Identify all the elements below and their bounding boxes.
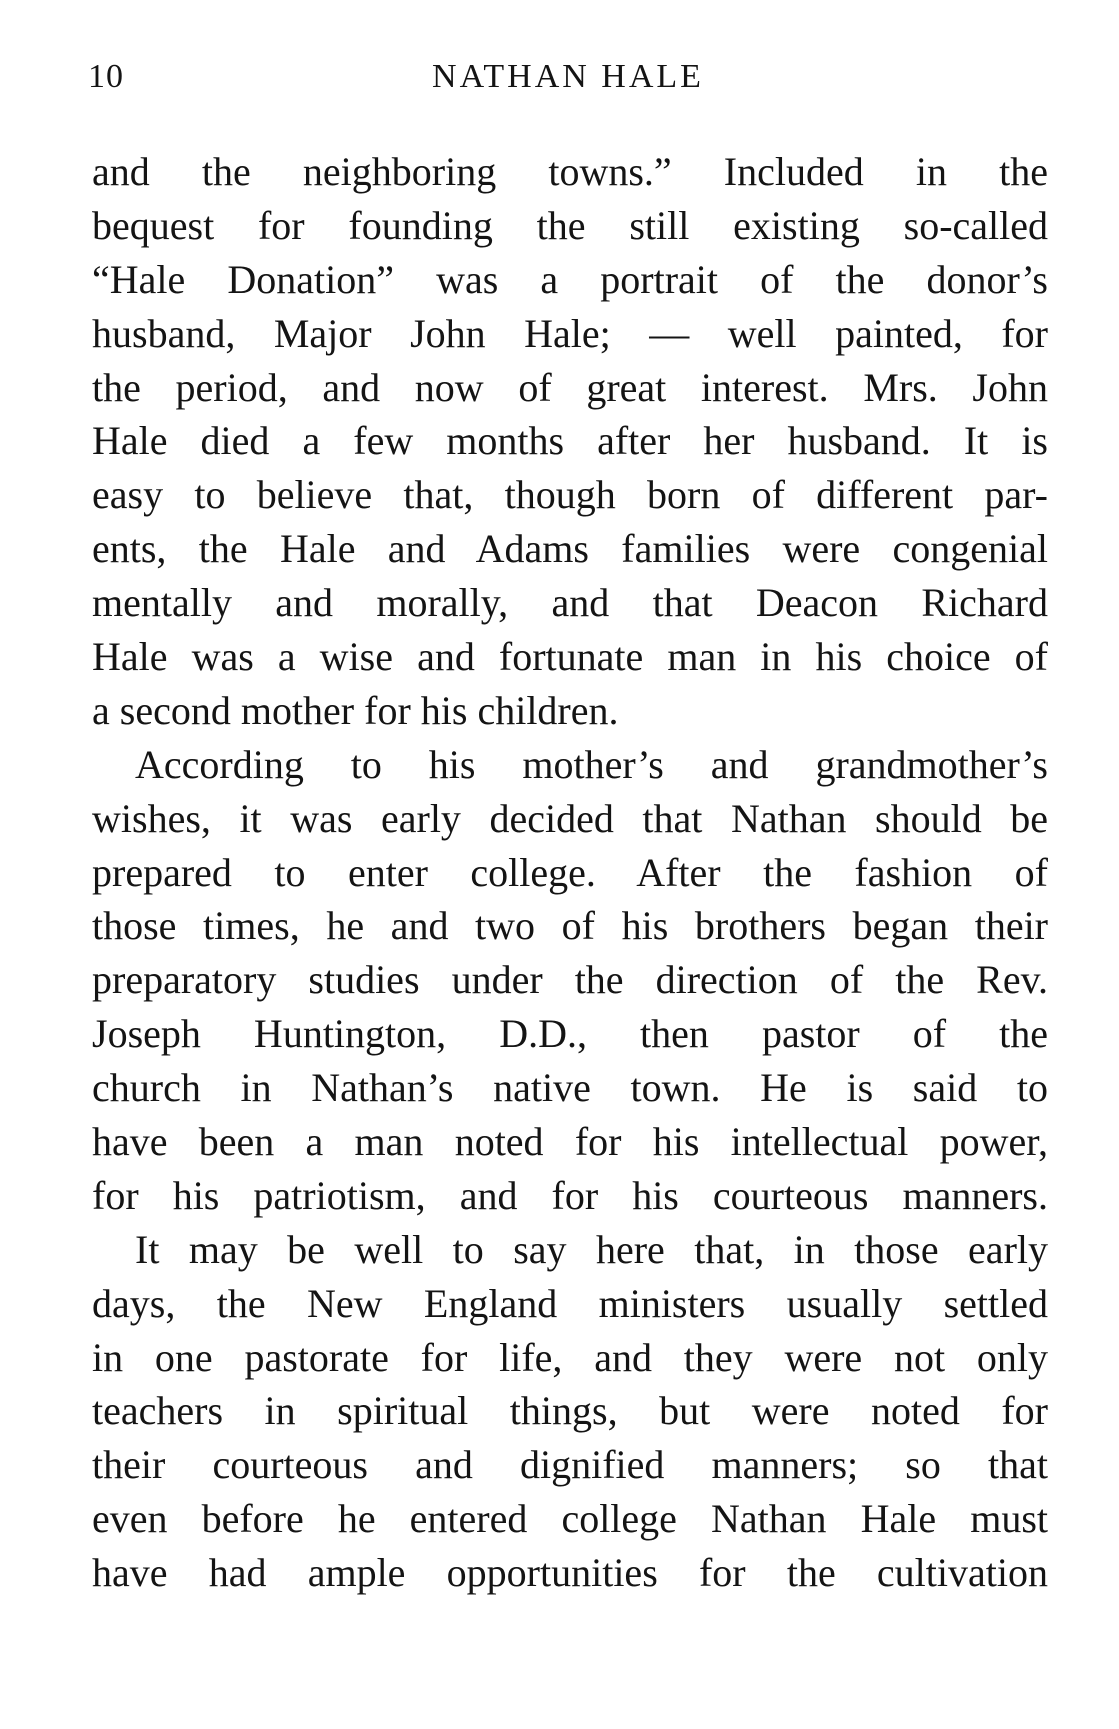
text-line: Joseph Huntington, D.D., then pastor of the xyxy=(92,1011,1048,1057)
page-number: 10 xyxy=(88,58,124,95)
text-line: have been a man noted for his intellectual power, xyxy=(92,1119,1048,1165)
text-line: have had ample opportunities for the cultivation xyxy=(92,1550,1048,1596)
text-line: those times, he and two of his brothers began their xyxy=(92,903,1048,949)
text-line: wishes, it was early decided that Nathan should be xyxy=(92,795,1048,841)
text-line: their courteous and dignified manners; so that xyxy=(92,1442,1048,1488)
paragraph-last-line: a second mother for his children. xyxy=(92,687,619,733)
text-line: ents, the Hale and Adams families were congenial xyxy=(92,526,1048,572)
text-line: Hale died a few months after her husband. It is xyxy=(92,418,1048,464)
text-line: teachers in spiritual things, but were noted for xyxy=(92,1388,1048,1434)
text-line: preparatory studies under the direction of the Rev. xyxy=(92,957,1048,1003)
body-text xyxy=(92,145,1048,1600)
text-line: husband, Major John Hale; — well painted, for xyxy=(92,310,1048,356)
paragraph-last-line: for his patriotism, and for his courteous manners. xyxy=(92,1172,1048,1218)
text-line: easy to believe that, though born of different par- xyxy=(92,472,1048,518)
running-title: NATHAN HALE xyxy=(432,58,704,95)
text-line: even before he entered college Nathan Hale must xyxy=(92,1496,1048,1542)
text-line: church in Nathan’s native town. He is said to xyxy=(92,1065,1048,1111)
text-line: prepared to enter college. After the fashion of xyxy=(92,849,1048,895)
paragraph-first-line: According to his mother’s and grandmother’s xyxy=(135,741,1048,787)
text-line: and the neighboring towns.” Included in the xyxy=(92,149,1048,194)
text-line: mentally and morally, and that Deacon Richard xyxy=(92,580,1048,626)
text-line: “Hale Donation” was a portrait of the donor’s xyxy=(92,256,1048,302)
text-line: Hale was a wise and fortunate man in his choice of xyxy=(92,634,1048,680)
text-line: the period, and now of great interest. Mrs. John xyxy=(92,364,1048,410)
text-line: in one pastorate for life, and they were not only xyxy=(92,1334,1048,1380)
text-line: bequest for founding the still existing so-called xyxy=(92,202,1048,248)
paragraph-first-line: It may be well to say here that, in those early xyxy=(135,1226,1048,1272)
text-line: days, the New England ministers usually settled xyxy=(92,1280,1048,1326)
running-head xyxy=(88,58,1048,108)
